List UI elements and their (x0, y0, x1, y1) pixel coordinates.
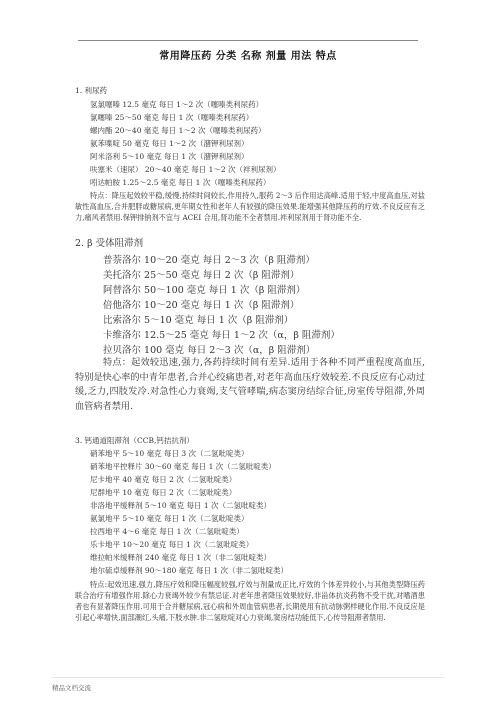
list-item: 尼卡地平 40 毫克 每日 2 次（二氢吡啶类） (90, 475, 237, 484)
section-heading-beta-blockers: 2. β 受体阻滞剂 (75, 238, 144, 249)
footer-text: 精品文档交流 (52, 684, 91, 692)
list-item: 拉贝洛尔 100 毫克 每日 2～3 次（α，β 阻滞剂） (103, 345, 316, 356)
list-item: 卡维洛尔 12.5～25 毫克 每日 1～2 次（α，β 阻滞剂） (103, 330, 340, 341)
section-note-beta-blockers: 特点：起效较迅速,强力,各药持续时间有差异.适用于各种不同严重程度高血压,特别是快心率的中青年患者,合并心绞痛患者,对老年高血压疗效较差.不良反应有心动过缓,乏力,四肢发冷.对急性心力衰竭,支气管哮喘,病态窦房结综合征,房室传导阻滞,外周血管病者禁用. (75, 357, 425, 412)
list-item: 螺内酯 20～40 毫克 每日 1～2 次（噻嗪类利尿药） (90, 126, 266, 135)
section-heading-diuretics: 1. 利尿药 (75, 86, 108, 95)
list-item: 呋塞米（速尿） 20～40 毫克 每日 1～2 次（袢利尿剂） (90, 165, 281, 174)
list-item: 维拉帕米缓释剂 240 毫克 每日 1 次（非二氢吡啶类） (90, 553, 272, 562)
list-item: 氨苯喋啶 50 毫克 每日 1～2 次（潴钾利尿剂） (90, 139, 249, 148)
list-item: 普萘洛尔 10～20 毫克 每日 2～3 次（β 阻滞剂） (103, 255, 315, 266)
list-item: 氨氯地平 5～10 毫克 每日 1 次（二氢吡啶类） (90, 514, 249, 523)
list-item: 硝苯地平控释片 30～60 毫克 每日 1 次（二氢吡啶类） (90, 462, 276, 471)
list-item: 地尔硫卓缓释剂 90～180 毫克 每日 1 次（非二氢吡啶类） (90, 566, 289, 575)
list-item: 硝苯地平 5～10 毫克 每日 3 次（二氢吡啶类） (90, 449, 249, 458)
list-item: 美托洛尔 25～50 毫克 每日 2 次（β 阻滞剂） (103, 270, 300, 281)
section-note-diuretics: 特点：降压起效较平稳,缓慢,持续时间较长,作用持久,服药 2～3 后作用达高峰.适用于轻,中度高血压,对盐敏性高血压,合并肥胖或糖尿病,更年期女性和老年人有较强的降压效果.能增强其他降压药的疗效.不良反应有乏力,痛风者禁用.保钾排钠剂不宜与 ACEI 合用,肾功能不全者禁用.袢利尿剂用于肾功能不全. (75, 191, 425, 222)
list-item: 吲达帕胺 1.25～2.5 毫克 每日 1 次（噻嗪类利尿药） (90, 178, 271, 187)
list-item: 阿替洛尔 50～100 毫克 每日 1 次（β 阻滞剂） (103, 285, 306, 296)
header-rule (78, 40, 418, 41)
section-heading-ccb: 3. 钙通道阻滞剂（CCB,钙拮抗剂） (75, 436, 194, 445)
list-item: 乐卡地平 10～20 毫克 每日 1 次（二氢吡啶类） (90, 540, 254, 549)
list-item: 拉西地平 4～6 毫克 每日 1 次（二氢吡啶类） (90, 527, 244, 536)
list-item: 氢氯噻嗪 12.5 毫克 每日 1～2 次（噻嗪类利尿药） (90, 100, 264, 109)
list-item: 倍他洛尔 10～20 毫克 每日 1 次（β 阻滞剂） (103, 300, 300, 311)
list-item: 非洛地平缓释剂 5～10 毫克 每日 1 次（二氢吡啶类） (90, 501, 272, 510)
list-item: 氯噻嗪 25～50 毫克 每日 1 次（噻嗪类利尿药） (90, 113, 254, 122)
list-item: 阿米洛利 5～10 毫克 每日 1 次（潴钾利尿剂） (90, 152, 249, 161)
section-note-ccb: 特点:起效迅速,强力,降压疗效和降压幅度较强,疗效与剂量成正比,疗效的个体差异较小,与其他类型降压药联合治疗有增强作用.除心力衰竭外较少有禁忌证.对老年患者降压效果较好,非甾体抗炎药物不受干扰,对嗜酒患者也有显著降压作用.可用于合并糖尿病,冠心病和外周血管病患者,长期使用有抗动脉粥样硬化作用.不良反应是引起心率增快,面部潮红,头痛,下肢水肿.非二氢吡啶对心力衰竭,窦房结功能低下,心传导阻滞者禁用. (75, 580, 425, 622)
list-item: 尼群地平 10 毫克 每日 2 次（二氢吡啶类） (90, 488, 237, 497)
footer-rule (52, 677, 444, 678)
page-title: 常用降压药 分类 名称 剂量 用法 特点 (159, 51, 337, 62)
list-item: 比索洛尔 5～10 毫克 每日 1 次（β 阻滞剂） (103, 315, 294, 326)
